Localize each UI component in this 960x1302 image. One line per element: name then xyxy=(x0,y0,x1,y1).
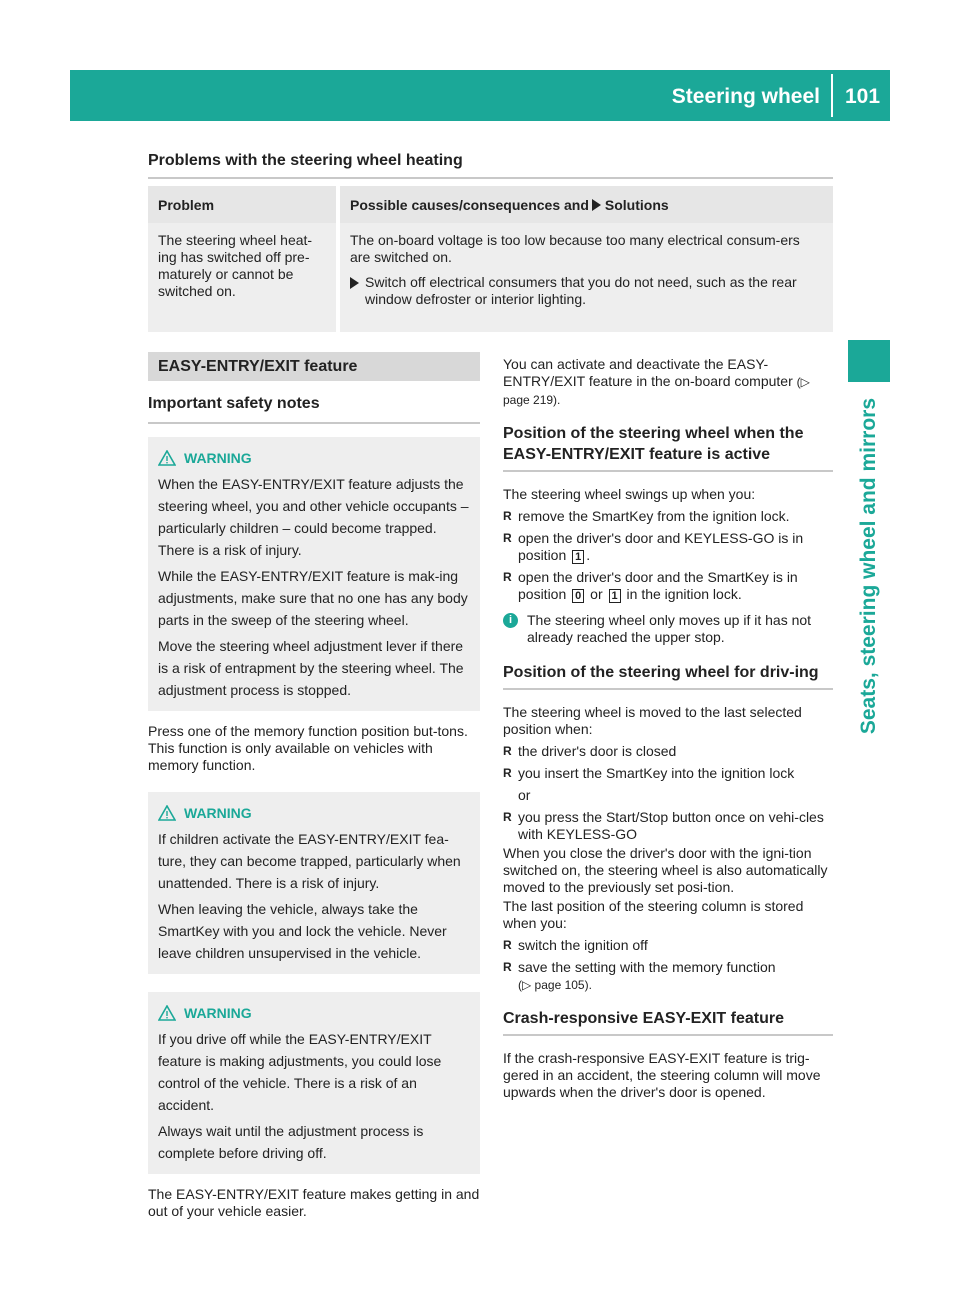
list-item-text-post: . xyxy=(586,547,591,563)
driving-position-heading: Position of the steering wheel for driv-ing xyxy=(503,664,819,681)
swings-list xyxy=(503,508,833,603)
warning-paragraph: Always wait until the adjustment process is complete before driving off. xyxy=(158,1123,424,1161)
list-item xyxy=(503,809,833,843)
running-header-title: Steering wheel xyxy=(671,85,820,108)
close-door-text: When you close the driver's door with the igni-tion switched on, the steering wheel is also automatically moved to the previously set posi-tion. xyxy=(503,845,828,895)
info-text: The steering wheel only moves up if it has not already reached the upper stop. xyxy=(527,612,812,645)
bullet-marker: R xyxy=(503,766,512,780)
warning-title xyxy=(158,447,470,469)
warning-box-3 xyxy=(148,992,480,1174)
bullet-marker: R xyxy=(503,570,512,584)
bullet-marker: R xyxy=(503,810,512,824)
page-number: 101 xyxy=(845,85,881,108)
warning-paragraph: When the EASY-ENTRY/EXIT feature adjusts the steering wheel, you and other vehicle occupants – particularly children – could become trapped. There is a risk of injury. xyxy=(158,476,469,558)
safety-notes-heading: Important safety notes xyxy=(148,395,320,412)
problem-cell: The steering wheel heat-ing has switched off pre-maturely or cannot be switched on. xyxy=(148,223,338,332)
list-item xyxy=(503,959,833,994)
table-header-row xyxy=(148,186,833,223)
cause-text: The on-board voltage is too low because too many electrical consum-ers are switched on. xyxy=(350,232,800,265)
warning-paragraph: Move the steering wheel adjustment lever if there is a risk of entrapment by the steering wheel. The adjustment process is stopped. xyxy=(158,638,464,698)
list-item xyxy=(503,530,833,564)
list-item-text: switch the ignition off xyxy=(518,937,648,953)
list-item-text-pre: open the driver's door and KEYLESS-GO is in position xyxy=(518,530,804,563)
list-item-text: you press the Start/Stop button once on vehi-cles with KEYLESS-GO xyxy=(518,809,824,842)
activate-text-body: You can activate and deactivate the EASY-ENTRY/EXIT feature in the on-board computer xyxy=(503,356,793,389)
list-item-text-mid: or xyxy=(590,586,603,602)
active-position-heading: Position of the steering wheel when the EASY-ENTRY/EXIT feature is active xyxy=(503,425,804,463)
list-item xyxy=(503,508,833,525)
problems-heading: Problems with the steering wheel heating xyxy=(148,152,463,169)
right-column xyxy=(503,356,833,1101)
warning-title xyxy=(158,1002,470,1024)
solution-step xyxy=(350,274,823,308)
action-arrow-icon xyxy=(592,199,601,211)
warning-paragraph: If you drive off while the EASY-ENTRY/EXIT feature is making adjustments, you could lose control of the vehicle. There is a risk of an accident. xyxy=(158,1031,442,1113)
moved-list xyxy=(503,743,833,782)
info-icon: i xyxy=(503,613,518,628)
warning-label: WARNING xyxy=(184,450,252,466)
crash-text: If the crash-responsive EASY-EXIT feature is trig-gered in an accident, the steering column will move upwards when the driver's door is opened. xyxy=(503,1050,821,1100)
list-item xyxy=(503,569,833,603)
bullet-marker: R xyxy=(503,960,512,974)
list-item-text-post: in the ignition lock. xyxy=(626,586,742,602)
col-header-solutions-post: Solutions xyxy=(604,197,669,213)
swings-intro: The steering wheel swings up when you: xyxy=(503,486,756,502)
section-title-bar: EASY-ENTRY/EXIT feature xyxy=(148,352,480,381)
moved-intro: The steering wheel is moved to the last selected position when: xyxy=(503,704,802,737)
warning-triangle-icon xyxy=(158,805,176,821)
bullet-marker: R xyxy=(503,744,512,758)
list-item xyxy=(503,743,833,760)
activate-text xyxy=(503,356,833,409)
list-item xyxy=(503,937,833,954)
warning-label: WARNING xyxy=(184,1005,252,1021)
closing-text: The EASY-ENTRY/EXIT feature makes getting in and out of your vehicle easier. xyxy=(148,1186,480,1219)
warning-label: WARNING xyxy=(184,805,252,821)
list-item-text-pre: open the driver's door and the SmartKey is in position xyxy=(518,569,798,602)
warning-title xyxy=(158,802,470,824)
action-arrow-icon xyxy=(350,277,359,289)
warning-box-2 xyxy=(148,792,480,974)
or-connector: or xyxy=(518,787,531,803)
problems-table xyxy=(148,186,833,332)
bullet-marker: R xyxy=(503,509,512,523)
warning-paragraph: While the EASY-ENTRY/EXIT feature is mak-ing adjustments, make sure that no one has any body parts in the sweep of the steering wheel. xyxy=(158,568,468,628)
col-header-problem: Problem xyxy=(148,186,338,223)
list-item-text xyxy=(518,959,776,994)
list-item xyxy=(503,765,833,782)
warning-triangle-icon xyxy=(158,1005,176,1021)
bullet-marker: R xyxy=(503,938,512,952)
key-position-box: 0 xyxy=(572,589,584,603)
problems-heading-rule xyxy=(148,177,833,179)
chapter-side-title-text: Seats, steering wheel and mirrors xyxy=(857,398,880,735)
warning-paragraph: If children activate the EASY-ENTRY/EXIT fea-ture, they can become trapped, particularly when unattended. There is a risk of injury. xyxy=(158,831,461,891)
page-reference: (▷ page 105). xyxy=(518,978,592,992)
chapter-tab-marker xyxy=(848,340,890,382)
header-separator xyxy=(831,74,833,117)
warning-triangle-icon xyxy=(158,450,176,466)
list-item-text: you insert the SmartKey into the ignition lock xyxy=(518,765,795,781)
solution-cell xyxy=(338,223,833,332)
warning-paragraph: When leaving the vehicle, always take the SmartKey with you and lock the vehicle. Never leave children unsupervised in the vehicle. xyxy=(158,901,447,961)
table-row xyxy=(148,223,833,332)
info-note xyxy=(503,612,833,646)
heading-rule xyxy=(148,422,480,424)
list-item-text xyxy=(518,569,833,603)
heading-rule xyxy=(503,688,833,690)
left-column xyxy=(148,352,480,1220)
crash-heading: Crash-responsive EASY-EXIT feature xyxy=(503,1010,784,1027)
col-header-solutions-pre: Possible causes/consequences and xyxy=(350,197,589,213)
heading-rule xyxy=(503,470,833,472)
stored-intro: The last position of the steering column is stored when you: xyxy=(503,898,804,931)
moved-list-cont xyxy=(503,809,833,843)
chapter-side-title xyxy=(857,398,881,734)
list-item-text-main: save the setting with the memory function xyxy=(518,959,776,975)
list-item-text: the driver's door is closed xyxy=(518,743,677,759)
heading-rule xyxy=(503,1034,833,1036)
warning-box-1 xyxy=(148,437,480,711)
key-position-box: 1 xyxy=(572,550,584,564)
page-reference: (▷ page 219). xyxy=(503,375,810,407)
solution-text: Switch off electrical consumers that you do not need, such as the rear window defroster or interior lighting. xyxy=(365,274,797,307)
list-item-text: remove the SmartKey from the ignition lock. xyxy=(518,508,790,524)
col-header-solutions xyxy=(338,186,833,223)
list-item-text xyxy=(518,530,833,564)
bullet-marker: R xyxy=(503,531,512,545)
key-position-box: 1 xyxy=(609,589,621,603)
stored-list xyxy=(503,937,833,994)
memory-function-text: Press one of the memory function position but-tons. This function is only available on vehicles with memory function. xyxy=(148,723,468,773)
